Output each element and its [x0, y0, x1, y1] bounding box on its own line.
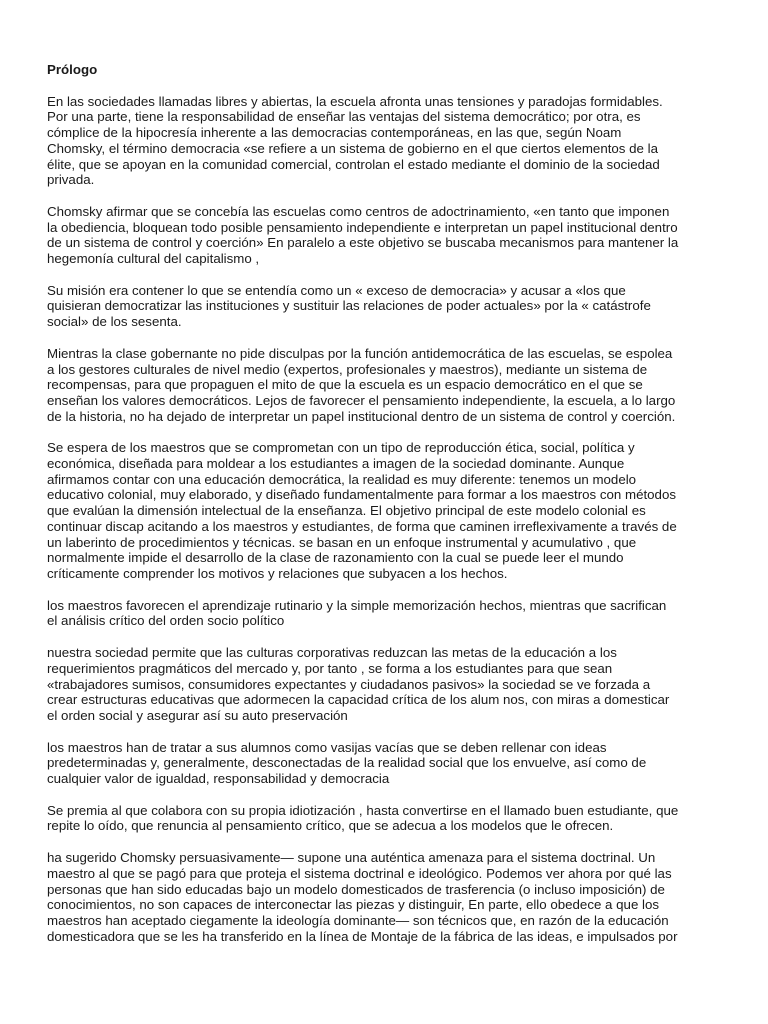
paragraph-line: los maestros favorecen el aprendizaje rutinario y la simple memorización hechos, mientras que sacrifican	[47, 597, 667, 613]
paragraph-line: quisieran democratizar las instituciones y sustituir las relaciones de poder actuales» por la « catástrofe	[47, 298, 651, 314]
paragraph-line: requerimientos pragmáticos del mercado y, por tanto , se forma a los estudiantes para que sean	[47, 660, 613, 676]
paragraph-line: Chomsky afirmar que se concebía las escuelas como centros de adoctrinamiento, «en tanto que imponen	[47, 203, 670, 219]
paragraph-line: Mientras la clase gobernante no pide disculpas por la función antidemocrática de las escuelas, se espolea	[47, 345, 673, 361]
paragraph	[47, 598, 727, 629]
paragraph	[47, 803, 727, 834]
paragraph	[47, 346, 727, 425]
paragraph-line: educativo colonial, muy elaborado, y diseñado fundamentalmente para formar a los maestros con métodos	[47, 487, 676, 503]
paragraph-line: de un sistema de control y coerción» En paralelo a este objetivo se buscaba mecanismos para mantener la	[47, 235, 679, 251]
paragraph	[47, 204, 727, 267]
paragraph-line: ha sugerido Chomsky persuasivamente— supone una auténtica amenaza para el sistema doctrinal. Un	[47, 850, 656, 866]
paragraph-line: Se premia al que colabora con su propia idiotización , hasta convertirse en el llamado buen estudiante, que	[47, 802, 679, 818]
paragraph-line: Su misión era contener lo que se entendía como un « exceso de democracia» y acusar a «los que	[47, 282, 626, 298]
paragraph	[47, 94, 727, 188]
paragraph-line: maestros han aceptado ciegamente la ideología dominante— son técnicos que, en razón de la educación	[47, 912, 669, 928]
paragraph-line: el orden social y asegurar así su auto preservación	[47, 707, 348, 723]
paragraph-line: hegemonía cultural del capitalismo ,	[47, 251, 260, 267]
paragraph-line: normalmente impide el desarrollo de la clase de razonamiento con la cual se puede leer el mundo	[47, 550, 624, 566]
paragraph-line: élite, que se apoyan en la comunidad comercial, controlan el estado mediante el dominio de la sociedad	[47, 156, 660, 172]
paragraph	[47, 740, 727, 787]
paragraph-line: continuar discap acitando a los maestros y estudiantes, de forma que caminen irreflexivamente a través de	[47, 518, 677, 534]
paragraph-line: económica, diseñada para moldear a los estudiantes a imagen de la sociedad dominante. Aunque	[47, 456, 625, 472]
paragraph-line: enseñan los valores democráticos. Lejos de favorecer el pensamiento independiente, la escuela, a lo largo	[47, 392, 676, 408]
paragraph-line: afirmamos contar con una educación democrática, la realidad es muy diferente: tenemos un modelo	[47, 471, 637, 487]
paragraph-line: Por una parte, tiene la responsabilidad de enseñar las ventajas del sistema democrático; por otra, es	[47, 109, 641, 125]
paragraph-line: social» de los sesenta.	[47, 314, 182, 330]
paragraph-line: En las sociedades llamadas libres y abiertas, la escuela afronta unas tensiones y paradojas formidables.	[47, 93, 663, 109]
paragraph-line: el análisis crítico del orden socio político	[47, 613, 285, 629]
paragraph-line: Se espera de los maestros que se comprometan con un tipo de reproducción ética, social, política y	[47, 440, 635, 456]
paragraph-line: los maestros han de tratar a sus alumnos como vasijas vacías que se deben rellenar con ideas	[47, 739, 607, 755]
paragraph-line: de la historia, no ha dejado de interpretar un papel institucional dentro de un sistema de control y coerción.	[47, 408, 676, 424]
paragraph-line: recompensas, para que propaguen el mito de que la escuela es un espacio democrático en el que se	[47, 377, 643, 393]
document-title: Prólogo	[47, 62, 98, 77]
paragraph-line: maestro al que se pagó para que proteja el sistema doctrinal e ideológico. Podemos ver ahora por qué las	[47, 865, 672, 881]
paragraph-line: predeterminadas y, generalmente, desconectadas de la realidad social que los envuelve, así como de	[47, 755, 647, 771]
paragraph	[47, 283, 727, 330]
paragraph-line: domesticadora que se les ha transferido en la línea de Montaje de la fábrica de las ideas, e impulsados por	[47, 928, 678, 944]
paragraph-line: crear estructuras educativas que adormecen la capacidad crítica de los alum nos, con miras a domesticar	[47, 692, 670, 708]
paragraph	[47, 850, 727, 944]
paragraph-line: a los gestores culturales de nivel medio (expertos, profesionales y maestros), mediante un sistema de	[47, 361, 648, 377]
paragraph-line: nuestra sociedad permite que las culturas corporativas reduzcan las metas de la educación a los	[47, 645, 617, 661]
paragraph-line: «trabajadores sumisos, consumidores expectantes y ciudadanos pasivos» la sociedad se ve forzada a	[47, 676, 651, 692]
paragraph-list	[47, 94, 727, 945]
paragraph-line: un laberinto de procedimientos y técnicas. se basan en un enfoque instrumental y acumulativo , que	[47, 534, 637, 550]
paragraph-line: cualquier valor de igualdad, responsabilidad y democracia	[47, 771, 390, 787]
paragraph-line: críticamente comprender los motivos y relaciones que subyacen a los hechos.	[47, 565, 508, 581]
paragraph-line: personas que han sido educadas bajo un modelo domesticados de trasferencia (o incluso imposición) de	[47, 881, 665, 897]
paragraph-line: privada.	[47, 172, 95, 188]
paragraph-line: que evalúan la dimensión intelectual de la enseñanza. El objetivo principal de este modelo colonial es	[47, 503, 646, 519]
paragraph-line: cómplice de la hipocresía inherente a las democracias contemporáneas, en las que, según Noam	[47, 125, 622, 141]
paragraph-line: Chomsky, el término democracia «se refiere a un sistema de gobierno en el que ciertos elementos de la	[47, 140, 658, 156]
paragraph	[47, 645, 727, 724]
paragraph-line: repite lo oído, que renuncia al pensamiento crítico, que se adecua a los modelos que le ofrecen.	[47, 818, 614, 834]
paragraph-line: conocimientos, no son capaces de interconectar las piezas y distinguir, En parte, ello obedece a que los	[47, 897, 660, 913]
document-body	[47, 62, 727, 960]
paragraph-line: la obediencia, bloquean todo posible pensamiento independiente e interpretan un papel institucional dentro	[47, 219, 678, 235]
paragraph	[47, 440, 727, 581]
